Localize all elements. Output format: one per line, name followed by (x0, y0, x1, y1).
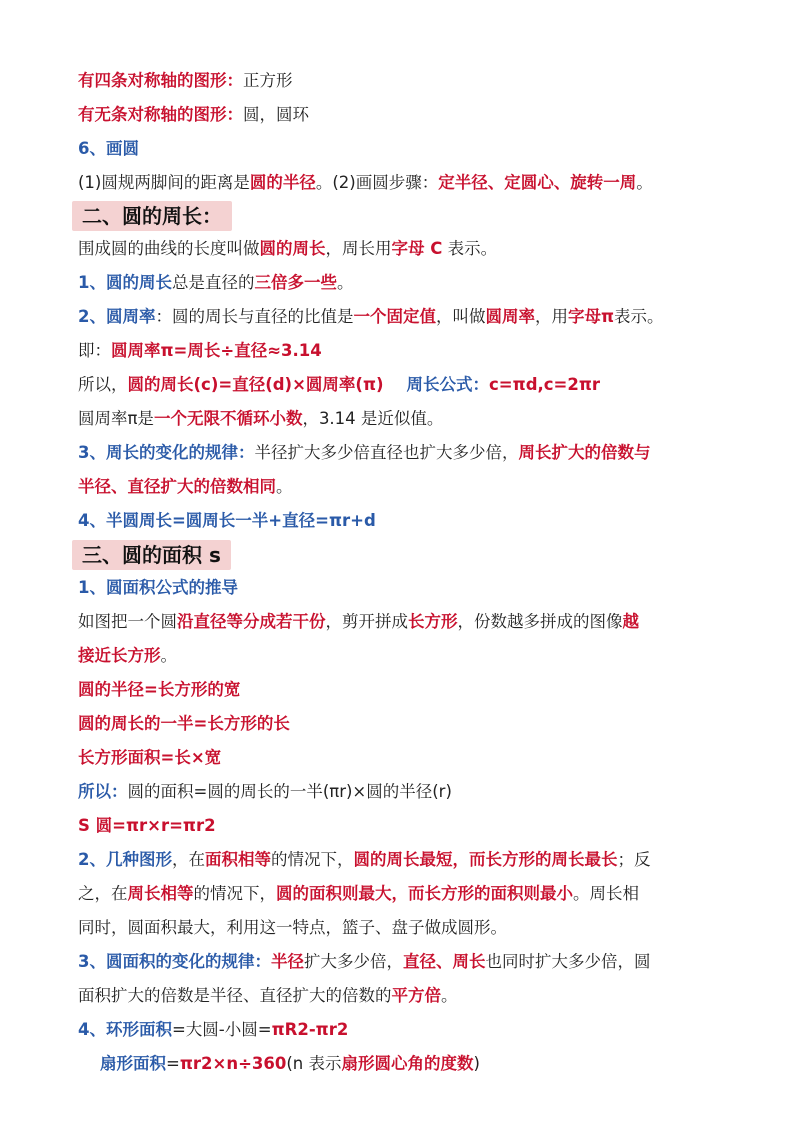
text: 所以， (78, 375, 128, 394)
term: 一个固定值 (353, 307, 436, 326)
formula: 圆的周长的一半=长方形的长 (78, 714, 290, 733)
term: 半径、直径扩大的倍数相同 (78, 477, 276, 496)
text: =大圆-小圆= (171, 1020, 272, 1039)
text-line (78, 781, 728, 803)
text: 的情况下， (193, 884, 276, 903)
text: 即： (78, 341, 111, 360)
text: 的情况下， (270, 850, 354, 869)
text: 半径扩大多少倍直径也扩大多少倍， (254, 443, 519, 462)
text: ) (473, 1054, 480, 1073)
term: 长方形 (408, 612, 458, 631)
term: 接近长方形 (78, 646, 161, 665)
formula: 4、半圆周长=圆周长一半+直径=πr+d (78, 511, 376, 530)
term: 圆周率 (485, 307, 535, 326)
label: 周长公式： (383, 375, 490, 394)
text: 之，在 (78, 884, 128, 903)
term: 圆的周长 (259, 239, 326, 258)
text-line (78, 408, 728, 430)
term: 有无条对称轴的图形： (78, 105, 243, 124)
text: 。 (441, 986, 458, 1005)
text-line (78, 849, 728, 871)
term: 周长相等 (127, 884, 194, 903)
text: 。 (336, 273, 354, 292)
term: 一个无限不循环小数 (153, 409, 303, 428)
term: 字母 C (391, 239, 443, 258)
text: ，用 (534, 307, 568, 326)
text: 总是直径的 (171, 273, 255, 292)
text: 圆，圆环 (243, 105, 309, 124)
text-line (78, 713, 728, 735)
term: 扇形圆心角的度数 (341, 1054, 474, 1073)
formula: S 圆=πr×r=πr2 (78, 816, 216, 835)
subheading: 扇形面积 (100, 1054, 166, 1073)
text: 圆周率π是 (78, 409, 154, 428)
subheading: 1、圆的周长 (78, 273, 172, 292)
term: 字母π (567, 307, 615, 326)
text-line (78, 611, 728, 633)
text-line (78, 476, 728, 498)
text: 。周长相 (573, 884, 639, 903)
term: 三倍多一些 (254, 273, 337, 292)
text: 。 (160, 646, 177, 665)
text: 面积扩大的倍数是半径、直径扩大的倍数的 (78, 986, 392, 1005)
term: 半径 (270, 952, 304, 971)
label: 所以： (78, 782, 128, 801)
text-line (78, 374, 728, 396)
term: 平方倍 (391, 986, 441, 1005)
subheading: 3、周长的变化的规律： (78, 443, 255, 462)
formula: 圆的半径=长方形的宽 (78, 680, 241, 699)
text-line (78, 883, 728, 905)
formula: 圆的面积=圆的周长的一半(πr)×圆的半径(r) (127, 782, 452, 801)
text: (1)圆规两脚间的距离是 (78, 173, 250, 192)
term: 定半径、定圆心、旋转一周 (438, 173, 637, 192)
text: 围成圆的曲线的长度叫做 (78, 239, 260, 258)
text-line (78, 679, 728, 701)
subheading: 4、环形面积 (78, 1020, 172, 1039)
text: ：圆的周长与直径的比值是 (155, 307, 354, 326)
text: (n 表示 (286, 1054, 342, 1073)
text-line (78, 747, 728, 769)
term: 面积相等 (204, 850, 271, 869)
text: ，份数越多拼成的图像 (457, 612, 623, 631)
text-line (78, 138, 728, 160)
text: 正方形 (243, 71, 293, 90)
term: 圆的面积则最大，而长方形的面积则最小 (276, 884, 573, 903)
formula: 圆的周长(c)=直径(d)×圆周率(π) (127, 375, 384, 394)
text: ，在 (171, 850, 205, 869)
text-line (78, 985, 728, 1007)
subheading: 1、圆面积公式的推导 (78, 578, 238, 597)
section-heading: 三、圆的面积 s (72, 540, 231, 570)
text: 同时，圆面积最大，利用这一特点，篮子、盘子做成圆形。 (78, 918, 507, 937)
term: 圆的半径 (249, 173, 316, 192)
term: 越 (622, 612, 639, 631)
formula: πR2-πr2 (271, 1020, 349, 1039)
subheading: 2、几种图形 (78, 850, 172, 869)
term: 周长扩大的倍数与 (518, 443, 651, 462)
section-heading: 二、圆的周长： (72, 201, 232, 231)
text: ；反 (617, 850, 651, 869)
text-line (78, 917, 728, 939)
text-line (78, 577, 728, 599)
text-line (78, 172, 728, 194)
text-line (78, 951, 728, 973)
formula: πr2×n÷360 (179, 1054, 287, 1073)
text: 。 (276, 477, 293, 496)
text: ，叫做 (435, 307, 486, 326)
text: 。(2)画圆步骤： (315, 173, 439, 192)
term: 圆的周长最短，而长方形的周长最长 (353, 850, 618, 869)
text: 表示。 (442, 239, 498, 258)
text-line (78, 340, 728, 362)
formula: 长方形面积=长×宽 (78, 748, 222, 767)
subheading: 3、圆面积的变化的规律： (78, 952, 271, 971)
text: = (166, 1054, 180, 1073)
text: 表示。 (614, 307, 664, 326)
formula: c=πd,c=2πr (489, 375, 601, 394)
text-line (78, 238, 728, 260)
text-line (100, 1053, 750, 1075)
term: 直径、周长 (402, 952, 486, 971)
text-line (78, 104, 728, 126)
text: 也同时扩大多少倍，圆 (485, 952, 651, 971)
text: 。 (636, 173, 653, 192)
text: 扩大多少倍， (303, 952, 403, 971)
text-line (78, 1019, 728, 1041)
text: ，剪开拼成 (325, 612, 408, 631)
text-line (78, 510, 728, 532)
text-line (78, 815, 728, 837)
text-line (78, 645, 728, 667)
subheading: 2、圆周率 (78, 307, 156, 326)
text: ，3.14 是近似值。 (302, 409, 444, 428)
text-line (78, 272, 728, 294)
text-line (78, 70, 728, 92)
text: 如图把一个圆 (78, 612, 177, 631)
subheading: 6、画圆 (78, 139, 139, 158)
text-line (78, 442, 728, 464)
formula: 圆周率π=周长÷直径≈3.14 (111, 341, 322, 360)
term: 沿直径等分成若干份 (177, 612, 326, 631)
text-line (78, 306, 728, 328)
text: ，周长用 (325, 239, 392, 258)
term: 有四条对称轴的图形： (78, 71, 243, 90)
